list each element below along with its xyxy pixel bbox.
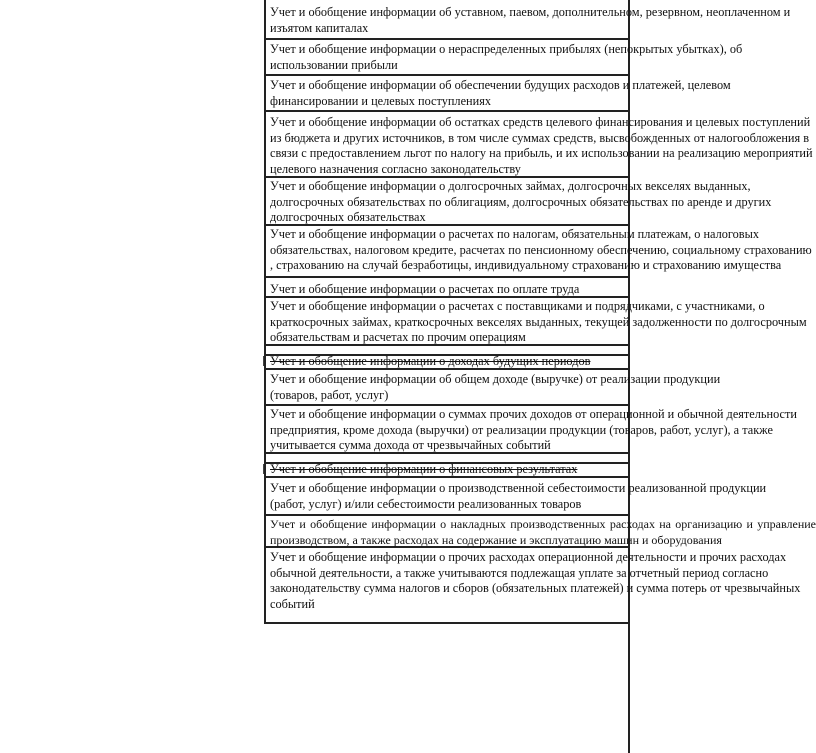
table-row: Учет и обобщение информации о суммах прочих доходов от операционной и обычной деятельности предприятия, кроме дохода (выручки) от реализации продукции (товаров, работ, услуг), а также учитывается сумма дохода от чрезвычайных событий bbox=[270, 407, 797, 452]
table-row: Учет и обобщение информации о нераспределенных прибылях (непокрытых убытках), об использовании прибыли bbox=[270, 42, 743, 72]
row-divider bbox=[264, 404, 630, 406]
row-divider bbox=[264, 622, 630, 624]
table-row: Учет и обобщение информации о доходах будущих периодов bbox=[270, 354, 591, 368]
table-row: Учет и обобщение информации о расчетах по оплате труда bbox=[270, 282, 580, 296]
table-row: Учет и обобщение информации о расчетах с поставщиками и подрядчиками, с участниками, о краткосрочных займах, краткосрочных векселях выданных, текущей задолженности по долгосрочным обязательствам и расчетах по прочим операциям bbox=[270, 299, 807, 344]
row-divider bbox=[264, 276, 630, 278]
table-row: Учет и обобщение информации об уставном, паевом, дополнительном, резервном, неоплаченном и изъятом капиталах bbox=[270, 5, 791, 35]
row-divider bbox=[264, 74, 630, 76]
table-row: Учет и обобщение информации об остатках средств целевого финансирования и целевых поступлений из бюджета и других источников, в том числе суммах средств, высвобожденных от налогообложения в связи с предоставлением льгот по налогу на прибыль, и их использовании на реализацию мероприятий целевого назначения согласно законодательству bbox=[270, 115, 813, 176]
table-row: Учет и обобщение информации о накладных производственных расходах на организацию и управление производством, а также расходах на содержание и эксплуатацию машин и оборудования bbox=[270, 517, 816, 547]
table-row: Учет и обобщение информации о долгосрочных займах, долгосрочных векселях выданных, долгосрочных обязательствах по облигациям, долгосрочных обязательствах по аренде и других долгосрочных обязательствах bbox=[270, 179, 772, 224]
table-row: Учет и обобщение информации о прочих расходах операционной деятельности и прочих расходах обычной деятельности, а также учитываются подлежащая уплате за отчетный период согласно законодательству сумма налогов и сборов (обязательных платежей) и сумма потерь от чрезвычайных событий bbox=[270, 550, 801, 611]
table-row: Учет и обобщение информации об общем доходе (выручке) от реализации продукции (товаров, работ, услуг) bbox=[270, 372, 721, 402]
table-row: Учет и обобщение информации о финансовых результатах bbox=[270, 462, 578, 476]
table-row: Учет и обобщение информации о производственной себестоимости реализованной продукции (работ, услуг) и/или себестоимости реализованных товаров bbox=[270, 481, 767, 511]
table-row: Учет и обобщение информации об обеспечении будущих расходов и платежей, целевом финансировании и целевых поступлениях bbox=[270, 78, 731, 108]
row-divider bbox=[264, 110, 630, 112]
row-divider bbox=[264, 38, 630, 40]
table-row: Учет и обобщение информации о расчетах по налогам, обязательным платежам, о налоговых обязательствах, налоговом кредите, расчетах по пенсионному обеспечению, социальному страхованию , страхованию на случай безработицы, индивидуальному страхованию и страхованию имущества bbox=[270, 227, 812, 272]
row-divider bbox=[264, 514, 630, 516]
